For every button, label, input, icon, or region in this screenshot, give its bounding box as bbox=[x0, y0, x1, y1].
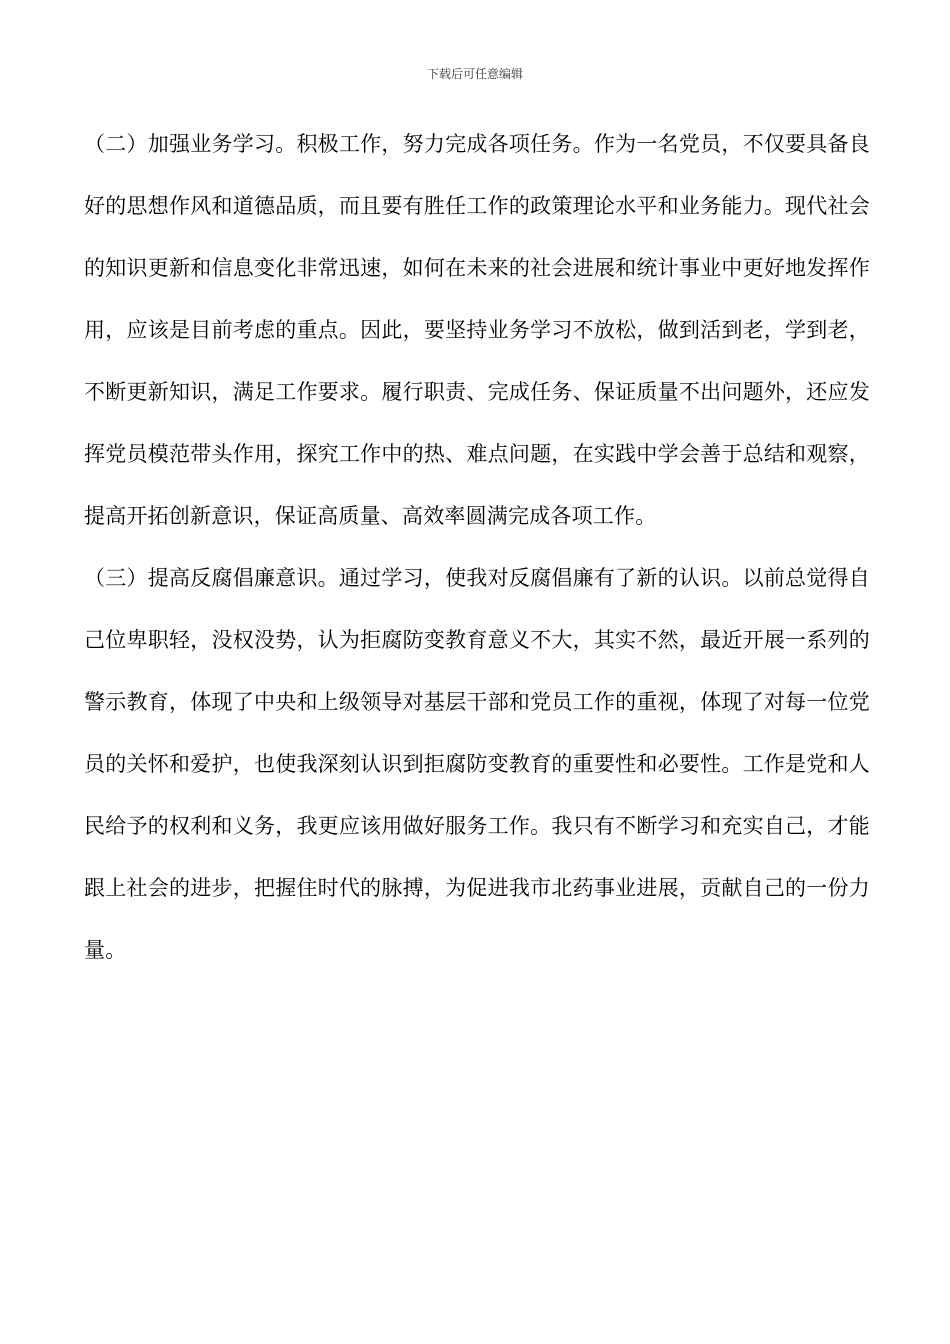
header-note: 下载后可任意编辑 bbox=[426, 67, 523, 81]
paragraph-business-study: （二）加强业务学习。积极工作，努力完成各项任务。作为一名党员，不仅要具备良好的思想作风和道德品质，而且要有胜任工作的政策理论水平和业务能力。现代社会的知识更新和信息变化非常迅速，如何在未来的社会进展和统计事业中更好地发挥作用，应该是目前考虑的重点。因此，要坚持业务学习不放松，做到活到老，学到老，不断更新知识，满足工作要求。履行职责、完成任务、保证质量不出问题外，还应发挥党员模范带头作用，探究工作中的热、难点问题，在实践中学会善于总结和观察，提高开拓创新意识，保证高质量、高效率圆满完成各项工作。 bbox=[84, 132, 870, 528]
document-body bbox=[84, 113, 870, 981]
paragraph-anti-corruption: （三）提高反腐倡廉意识。通过学习，使我对反腐倡廉有了新的认识。以前总觉得自己位卑职轻，没权没势，认为拒腐防变教育意义不大，其实不然，最近开展一系列的警示教育，体现了中央和上级领导对基层干部和党员工作的重视，体现了对每一位党员的关怀和爱护，也使我深刻认识到拒腐防变教育的重要性和必要性。工作是党和人民给予的权利和义务，我更应该用做好服务工作。我只有不断学习和充实自己，才能跟上社会的进步，把握住时代的脉搏，为促进我市北药事业进展，贡献自己的一份力量。 bbox=[84, 566, 870, 962]
